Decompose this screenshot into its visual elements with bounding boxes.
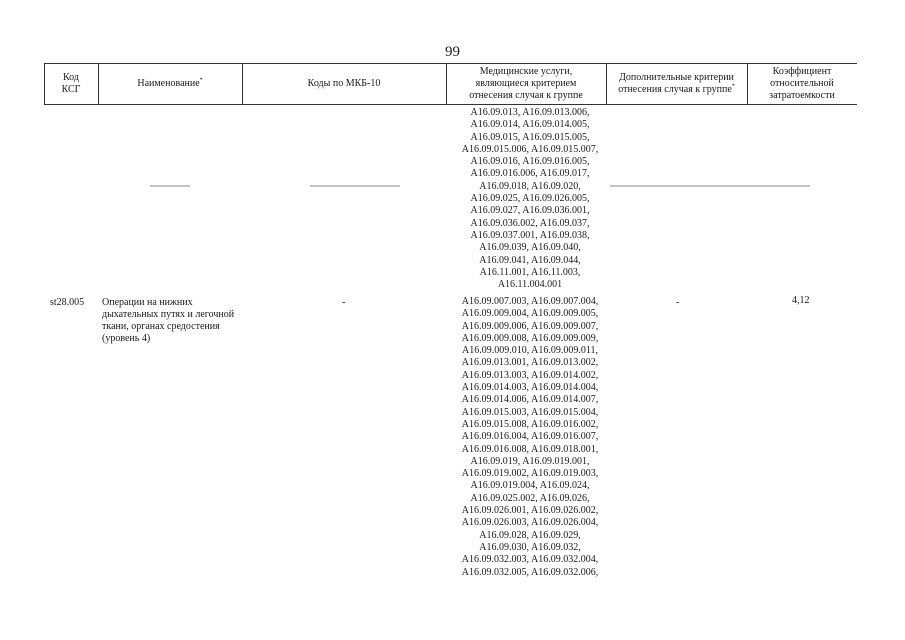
service-code-line: A16.09.026.001, A16.09.026.002, <box>461 505 599 517</box>
header-services: Медицинские услуги, являющиеся критерием отнесения случая к группе <box>469 65 583 101</box>
service-code-line: A16.09.019.002, A16.09.019.003, <box>461 468 599 480</box>
service-code-line: A16.09.009.004, A16.09.009.005, <box>461 308 599 320</box>
service-code-line: A16.09.037.001, A16.09.038, <box>470 229 590 241</box>
service-code-line: A16.09.009.010, A16.09.009.011, <box>461 345 599 357</box>
service-code-line: A16.09.015, A16.09.015.005, <box>470 131 590 143</box>
service-code-line: A16.09.015.003, A16.09.015.004, <box>461 406 599 418</box>
service-code-line: A16.09.032.005, A16.09.032.006, <box>461 566 599 578</box>
footnote-mark: * <box>731 83 735 90</box>
scan-artifact <box>310 185 400 187</box>
service-code-line: A16.09.041, A16.09.044, <box>479 254 581 266</box>
footnote-mark: * <box>199 77 203 84</box>
service-code-line: A16.09.015.006, A16.09.015.007, <box>461 143 599 155</box>
service-code-line: A16.09.018, A16.09.020, <box>479 180 581 192</box>
service-code-line: A16.09.016.006, A16.09.017, <box>470 168 590 180</box>
row-mkb: - <box>342 297 346 308</box>
header-mkb: Коды по МКБ-10 <box>307 77 381 89</box>
header-code: Код КСГ <box>61 71 81 95</box>
service-code-line: A16.09.013, A16.09.013.006, <box>470 107 590 118</box>
row-name: Операции на нижних дыхательных путях и легочной ткани, органах средостения (уровень 4) <box>102 297 235 344</box>
service-code-line: A16.11.004.001 <box>497 279 563 291</box>
service-code-line: A16.09.016, A16.09.016.005, <box>470 156 590 168</box>
service-code-line: A16.09.025.002, A16.09.026, <box>470 492 590 504</box>
service-code-line: A16.09.019.004, A16.09.024, <box>470 480 590 492</box>
service-code-line: A16.11.001, A16.11.003, <box>479 266 581 278</box>
service-code-line: A16.09.007.003, A16.09.007.004, <box>461 296 599 307</box>
service-code-line: A16.09.016.004, A16.09.016.007, <box>461 431 599 443</box>
service-code-line: A16.09.027, A16.09.036.001, <box>470 205 590 217</box>
scan-artifact <box>610 185 810 187</box>
row-code: st28.005 <box>50 297 85 308</box>
row-services <box>445 296 615 579</box>
service-code-line: A16.09.009.008, A16.09.009.009, <box>461 332 599 344</box>
page-number: 99 <box>445 44 460 60</box>
service-code-line: A16.09.016.008, A16.09.018.001, <box>461 443 599 455</box>
service-code-line: A16.09.025, A16.09.026.005, <box>470 193 590 205</box>
service-code-line: A16.09.026.003, A16.09.026.004, <box>461 517 599 529</box>
continuation-services <box>445 107 615 291</box>
service-code-line: A16.09.009.006, A16.09.009.007, <box>461 320 599 332</box>
scan-artifact <box>150 185 190 187</box>
service-code-line: A16.09.015.008, A16.09.016.002, <box>461 418 599 430</box>
service-code-line: A16.09.013.001, A16.09.013.002, <box>461 357 599 369</box>
service-code-line: A16.09.028, A16.09.029, <box>479 529 581 541</box>
header-extra: Дополнительные критерии отнесения случая к группе* <box>618 71 735 95</box>
service-code-line: A16.09.036.002, A16.09.037, <box>470 217 590 229</box>
service-code-line: A16.09.039, A16.09.040, <box>479 242 581 254</box>
row-coefficient: 4,12 <box>792 295 810 306</box>
service-code-line: A16.09.013.003, A16.09.014.002, <box>461 369 599 381</box>
service-code-line: A16.09.014.003, A16.09.014.004, <box>461 382 599 394</box>
row-extra: - <box>676 297 680 308</box>
header-name: Наименование* <box>137 77 203 89</box>
header-coefficient: Коэффициент относительной затратоемкости <box>769 65 835 101</box>
service-code-line: A16.09.032.003, A16.09.032.004, <box>461 554 599 566</box>
service-code-line: A16.09.014, A16.09.014.005, <box>470 119 590 131</box>
service-code-line: A16.09.014.006, A16.09.014.007, <box>461 394 599 406</box>
service-code-line: A16.09.030, A16.09.032, <box>479 541 581 553</box>
header-bottom-rule <box>44 104 857 105</box>
service-code-line: A16.09.019, A16.09.019.001, <box>470 455 590 467</box>
